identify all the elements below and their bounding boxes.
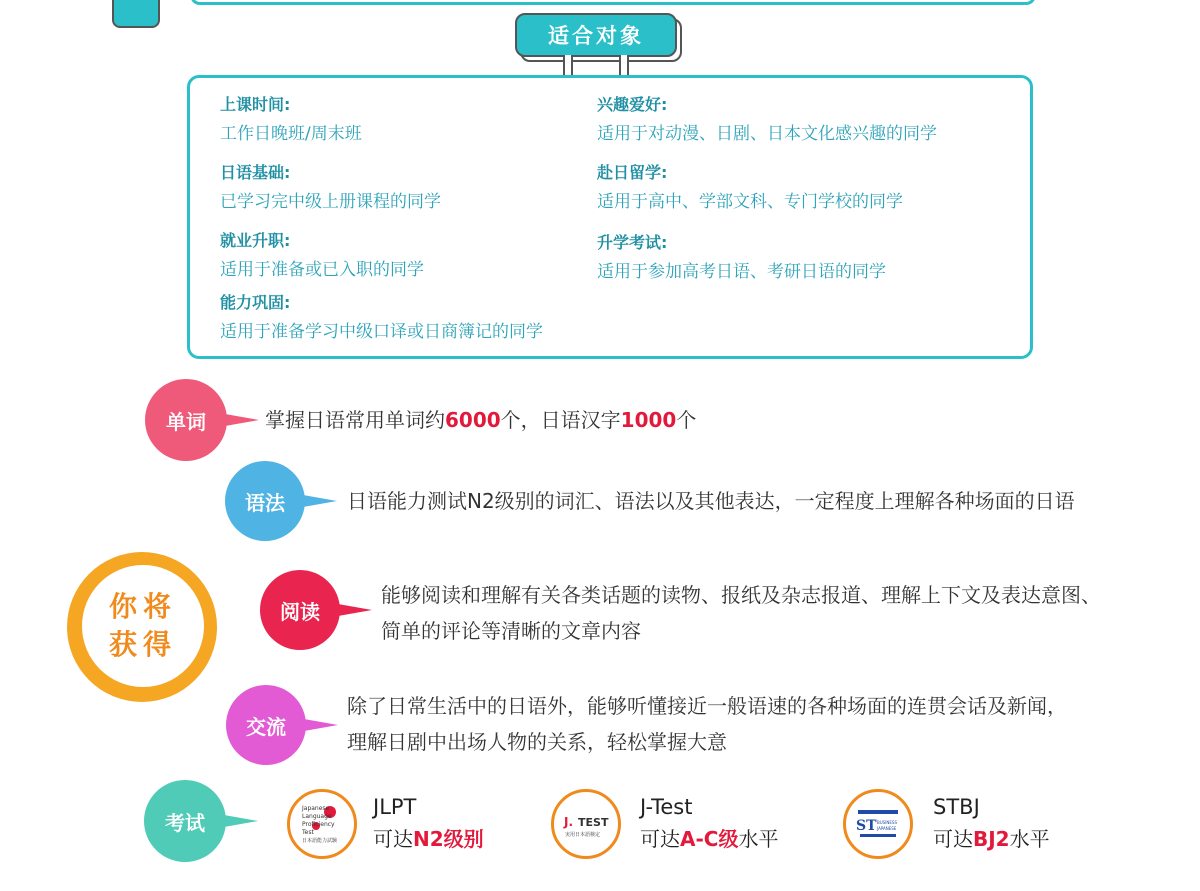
speaking-line: 除了日常生活中的日语外，能够听懂接近一般语速的各种场面的连贯会话及新闻， <box>347 694 1067 718</box>
vocab-word-count: 6000 <box>445 408 501 432</box>
exam-name-jlpt: JLPT <box>373 795 417 819</box>
audience-desc: 已学习完中级上册课程的同学 <box>220 192 441 212</box>
audience-label: 能力巩固: <box>220 293 291 312</box>
exam-level-value: BJ2 <box>973 827 1010 851</box>
exam-name-jtest: J-Test <box>640 795 693 819</box>
audience-desc: 适用于准备或已入职的同学 <box>220 260 424 280</box>
skill-text-speaking <box>347 688 1067 760</box>
audience-label: 升学考试: <box>597 233 668 252</box>
exam-level-prefix: 可达 <box>640 827 680 851</box>
skill-text-reading <box>381 577 1101 649</box>
skill-pointer-grammar <box>303 495 337 507</box>
exam-level-jlpt <box>373 823 484 852</box>
audience-item-study-abroad <box>597 163 903 213</box>
svg-text:BUSINESS: BUSINESS <box>877 820 897 825</box>
badge-connector-left <box>563 55 573 77</box>
exam-level-prefix: 可达 <box>933 827 973 851</box>
exam-level-stbj <box>933 823 1050 852</box>
svg-text:Proficiency: Proficiency <box>302 821 335 828</box>
audience-box <box>187 75 1033 359</box>
audience-item-consolidation <box>220 293 543 343</box>
top-frame-decoration <box>190 0 1036 5</box>
jtest-logo <box>551 789 621 859</box>
audience-label: 就业升职: <box>220 231 291 250</box>
svg-text:実用日本語検定: 実用日本語検定 <box>565 832 601 838</box>
skill-pointer-reading <box>338 604 372 616</box>
svg-text:Test: Test <box>302 829 314 836</box>
skill-badge-exam: 考试 <box>144 780 226 862</box>
exam-level-value: A-C级 <box>680 827 739 851</box>
vocab-text-part: 个 <box>676 408 697 432</box>
svg-text:ST: ST <box>856 818 877 834</box>
audience-desc: 适用于准备学习中级口译或日商簿记的同学 <box>220 322 543 342</box>
jtest-logo-icon <box>558 796 614 852</box>
exam-level-value: N2级别 <box>413 827 484 851</box>
svg-text:J.: J. <box>564 815 574 829</box>
reading-line: 简单的评论等清晰的文章内容 <box>381 619 641 643</box>
audience-desc: 适用于参加高考日语、考研日语的同学 <box>597 262 886 282</box>
skill-badge-vocab: 单词 <box>145 379 227 461</box>
audience-label: 上课时间: <box>220 95 291 114</box>
svg-text:Language: Language <box>302 813 332 820</box>
audience-label: 日语基础: <box>220 163 291 182</box>
speaking-line: 理解日剧中出场人物的关系，轻松掌握大意 <box>347 730 727 754</box>
top-tab-decoration <box>112 0 160 28</box>
exam-level-prefix: 可达 <box>373 827 413 851</box>
svg-text:TEST: TEST <box>578 816 609 829</box>
exam-name-stbj: STBJ <box>933 795 980 819</box>
badge-connector-right <box>619 55 629 77</box>
audience-desc: 工作日晚班/周末班 <box>220 124 362 144</box>
skill-pointer-exam <box>224 815 258 827</box>
jlpt-logo <box>287 789 357 859</box>
svg-text:Japanese: Japanese <box>302 805 330 812</box>
skill-badge-reading: 阅读 <box>260 570 340 650</box>
gain-title <box>82 565 204 687</box>
audience-item-career <box>220 231 424 281</box>
gain-title-line1: 你将 <box>108 590 177 623</box>
audience-label: 兴趣爱好: <box>597 95 668 114</box>
exam-level-suffix: 水平 <box>1009 827 1050 851</box>
skill-pointer-vocab <box>225 414 259 426</box>
vocab-text-part: 个，日语汉字 <box>500 408 621 432</box>
audience-badge: 适合对象 <box>515 13 677 57</box>
audience-item-schedule <box>220 95 362 145</box>
jlpt-logo-icon <box>294 796 350 852</box>
svg-text:日本語能力試験: 日本語能力試験 <box>302 838 338 844</box>
exam-level-jtest <box>640 823 778 852</box>
gain-title-line2: 获得 <box>108 628 177 661</box>
vocab-kanji-count: 1000 <box>620 408 677 432</box>
audience-item-exam-prep <box>597 233 886 283</box>
reading-line: 能够阅读和理解有关各类话题的读物、报纸及杂志报道、理解上下文及表达意图、 <box>381 583 1101 607</box>
audience-desc: 适用于对动漫、日剧、日本文化感兴趣的同学 <box>597 124 937 144</box>
skill-badge-speaking: 交流 <box>226 685 306 765</box>
stbj-logo-icon <box>850 796 906 852</box>
vocab-text-part: 掌握日语常用单词约 <box>265 408 445 432</box>
stbj-logo <box>843 789 913 859</box>
exam-level-suffix: 水平 <box>738 827 779 851</box>
svg-text:JAPANESE: JAPANESE <box>877 826 897 831</box>
audience-desc: 适用于高中、学部文科、专门学校的同学 <box>597 192 903 212</box>
skill-pointer-speaking <box>304 719 338 731</box>
skill-badge-grammar: 语法 <box>225 461 305 541</box>
audience-label: 赴日留学: <box>597 163 668 182</box>
skill-text-vocab <box>265 402 696 438</box>
audience-item-hobby <box>597 95 937 145</box>
audience-item-basis <box>220 163 441 213</box>
skill-text-grammar: 日语能力测试N2级别的词汇、语法以及其他表达，一定程度上理解各种场面的日语 <box>347 489 1075 513</box>
